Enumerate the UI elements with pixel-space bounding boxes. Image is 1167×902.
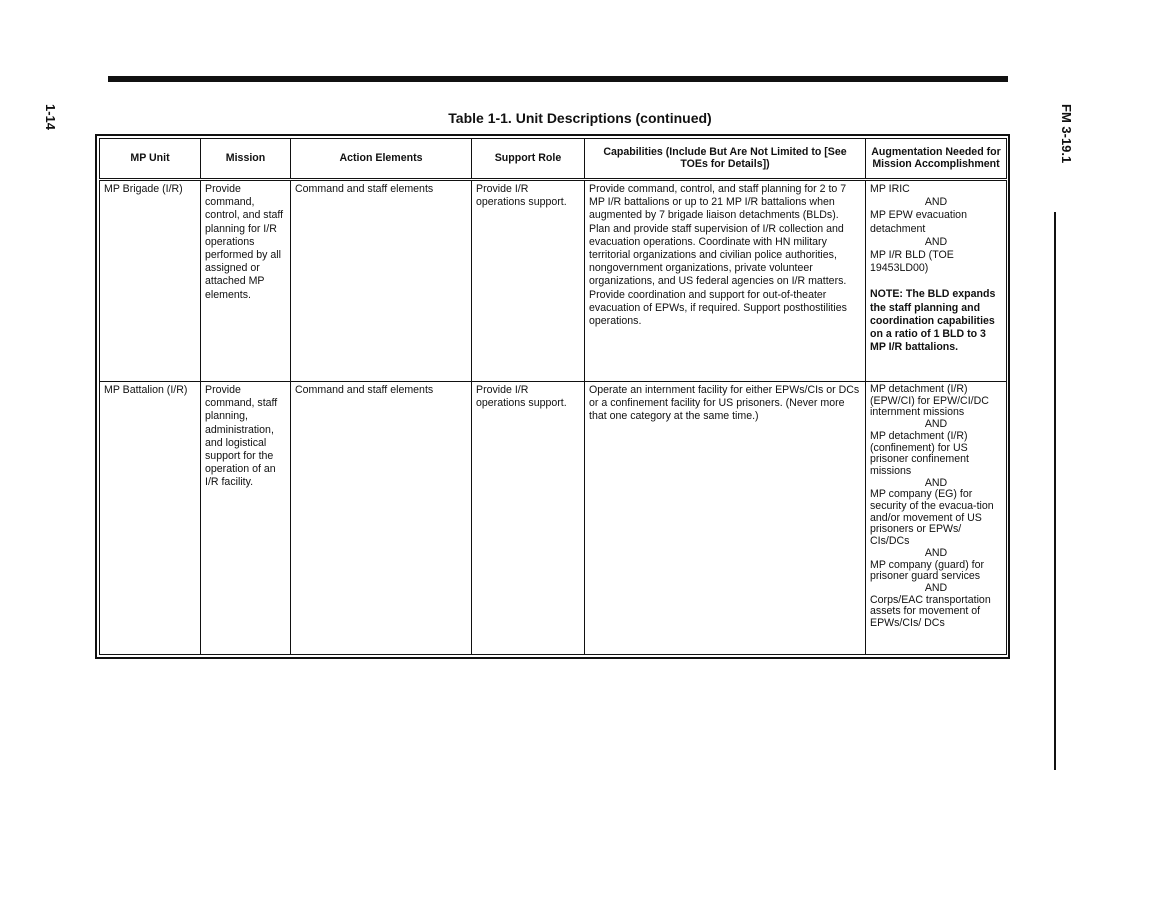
cell-support: Provide I/R operations support.	[472, 382, 585, 655]
augmentation-item: Corps/EAC transportation assets for movement of EPWs/CIs/ DCs	[870, 593, 991, 630]
header-capabilities: Capabilities (Include But Are Not Limited to [See TOEs for Details])	[585, 139, 866, 180]
cell-mission: Provide command, control, and staff planning for I/R operations performed by all assigned or attached MP elements.	[201, 180, 291, 382]
header-augmentation: Augmentation Needed for Mission Accomplishment	[866, 139, 1007, 180]
augmentation-item: MP detachment (I/R) (confinement) for US prisoner confinement missions	[870, 429, 969, 477]
cell-augmentation	[866, 382, 1007, 655]
unit-descriptions-table	[99, 138, 1007, 655]
augmentation-item: MP I/R BLD (TOE 19453LD00)	[870, 249, 954, 275]
table-row	[100, 382, 1007, 655]
cell-action: Command and staff elements	[291, 382, 472, 655]
augmentation-note: NOTE: The BLD expands the staff planning and coordination capabilities on a ratio of 1 BLD to 3 MP I/R battalions.	[870, 288, 996, 354]
header-mp-unit: MP Unit	[100, 139, 201, 180]
cell-augmentation	[866, 180, 1007, 382]
header-row	[100, 139, 1007, 180]
augmentation-and: AND	[924, 418, 948, 431]
table-title: Table 1-1. Unit Descriptions (continued)	[448, 110, 712, 126]
augmentation-item: MP detachment (I/R) (EPW/CI) for EPW/CI/DC internment missions	[870, 383, 989, 419]
cell-support: Provide I/R operations support.	[472, 180, 585, 382]
augmentation-and: AND	[924, 235, 948, 248]
header-action-elements: Action Elements	[291, 139, 472, 180]
side-rule	[1054, 212, 1056, 770]
cell-unit: MP Brigade (I/R)	[100, 180, 201, 382]
cell-mission: Provide command, staff planning, administration, and logistical support for the operation of an I/R facility.	[201, 382, 291, 655]
cell-capabilities: Provide command, control, and staff planning for 2 to 7 MP I/R battalions or up to 21 MP I/R battalions when augmented by 7 brigade liaison detachments (BLDs). Plan and provide staff supervision of I/R collection and evacuation operations. Coordinate with HN military territorial organizations and civilian police authorities, nongovernment organizations, private volunteer organizations, and US federal agencies on I/R matters. Provide coordination and support for out-of-theater evacuation of EPWs, if required. Support posthostilities operations.	[585, 180, 866, 382]
table-row	[100, 180, 1007, 382]
cell-action: Command and staff elements	[291, 180, 472, 382]
cell-capabilities: Operate an internment facility for either EPWs/CIs or DCs or a confinement facility for US prisoners. (Never more that one category at the same time.)	[585, 382, 866, 655]
table-frame	[95, 134, 1010, 659]
page-number: 1-14	[43, 104, 58, 131]
augmentation-item: MP EPW evacuation detachment	[870, 209, 967, 235]
header-mission: Mission	[201, 139, 291, 180]
document-id: FM 3-19.1	[1059, 104, 1074, 164]
augmentation-and: AND	[924, 476, 948, 489]
augmentation-and: AND	[924, 581, 948, 594]
augmentation-and: AND	[924, 196, 948, 209]
augmentation-item: MP IRIC	[870, 183, 910, 195]
augmentation-item: MP company (EG) for security of the evacua-tion and/or movement of US prisoners or EPWs/ CIs/DCs	[870, 488, 994, 548]
augmentation-item: MP company (guard) for prisoner guard services	[870, 558, 985, 583]
cell-unit: MP Battalion (I/R)	[100, 382, 201, 655]
top-rule	[108, 76, 1008, 82]
header-support-role: Support Role	[472, 139, 585, 180]
augmentation-and: AND	[924, 546, 948, 559]
